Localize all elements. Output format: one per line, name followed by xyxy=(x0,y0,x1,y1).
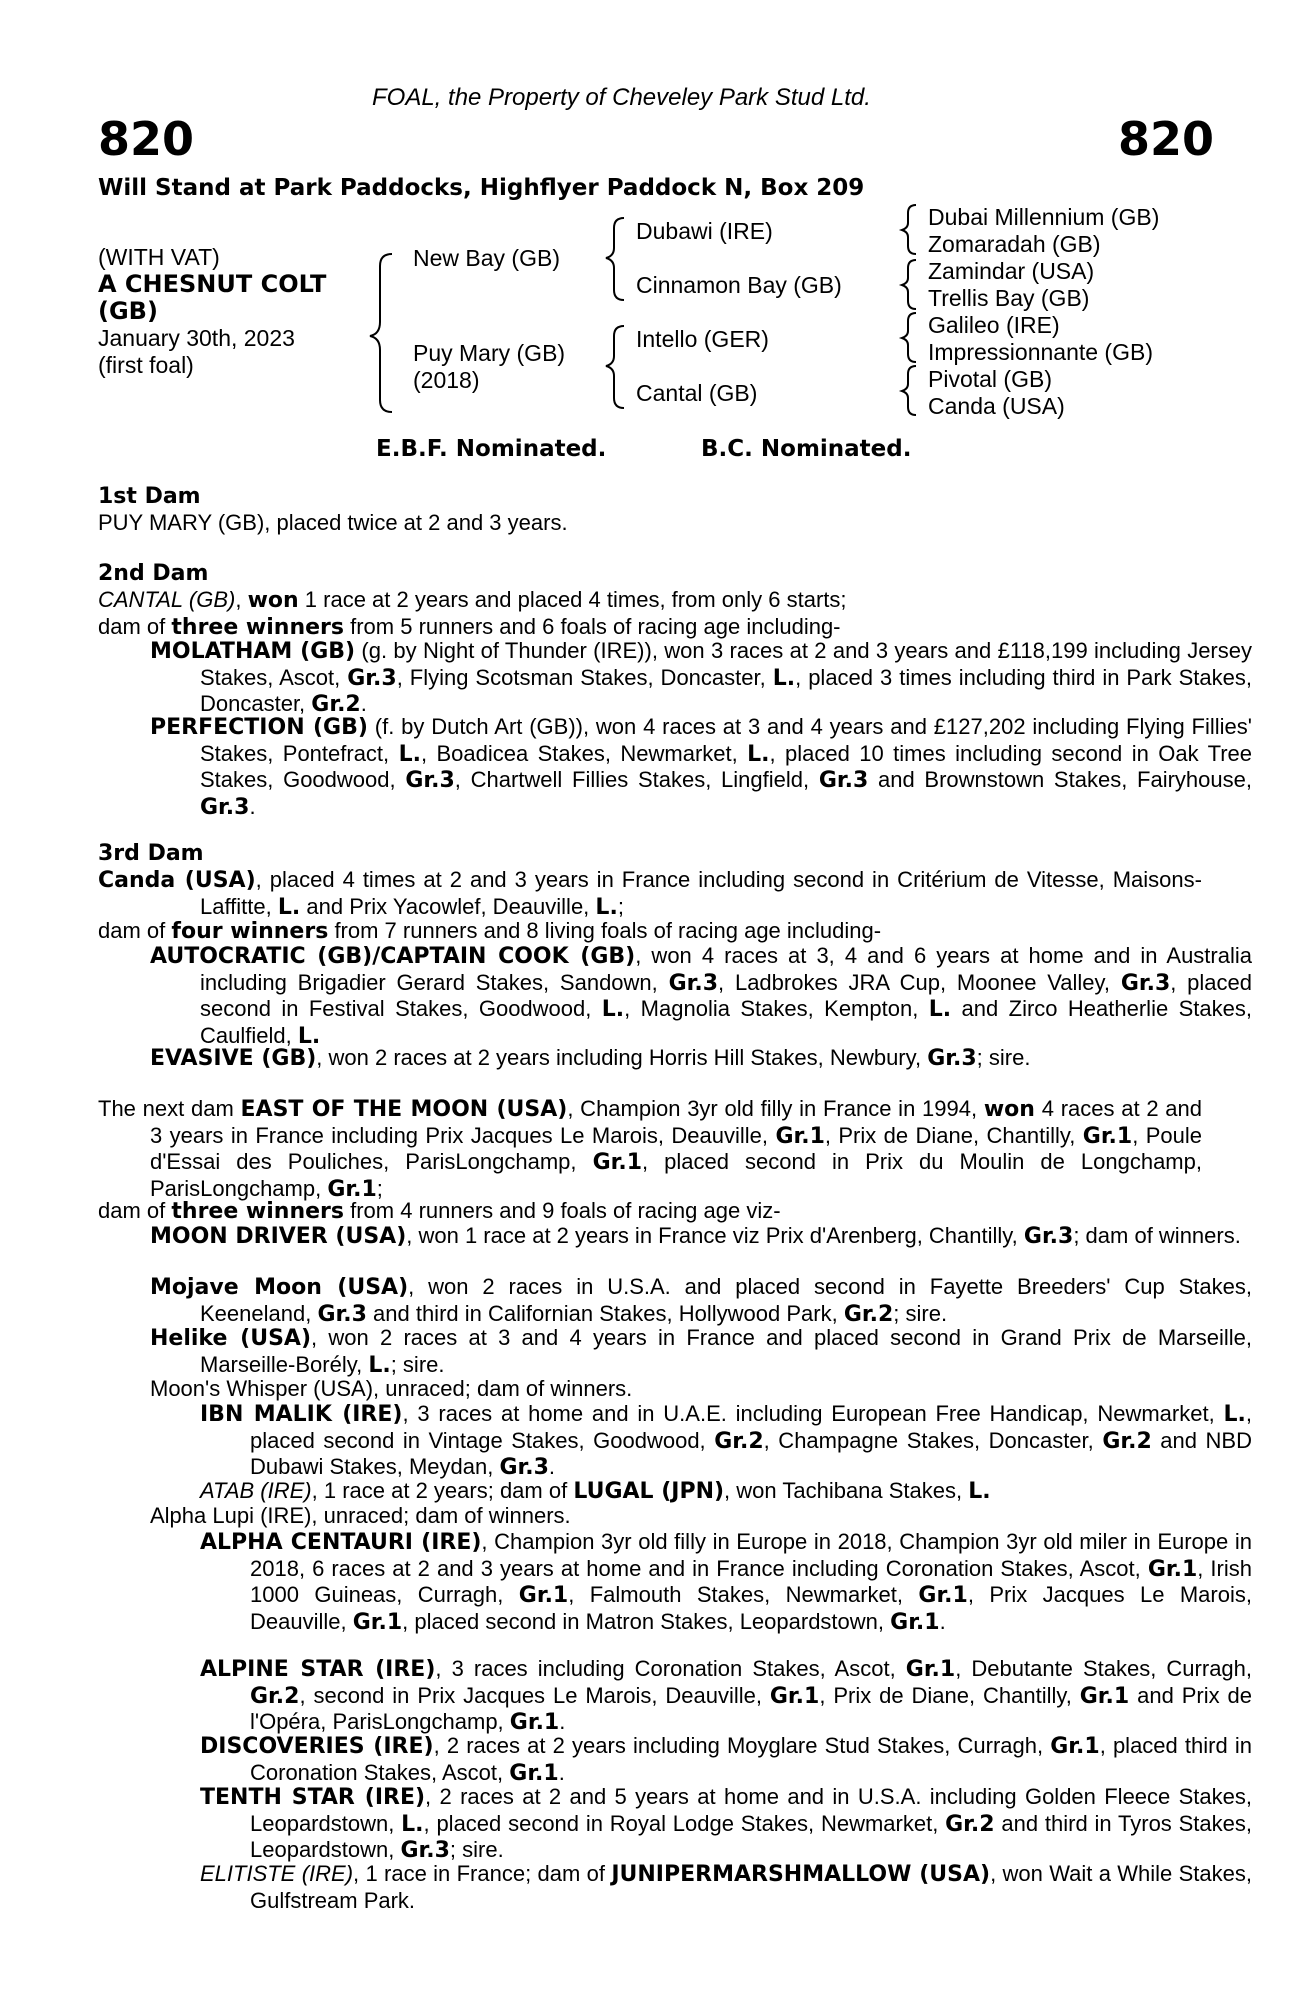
dam-dam-dam: Canda (USA) xyxy=(928,393,1065,419)
alpine-star-entry: ALPINE STAR (IRE), 3 races including Coronation Stakes, Ascot, Gr.1, Debutante Stakes, Curragh, Gr.2, second in Prix Jacques Le Marois, Deauville, Gr.1, Prix de Diane, Chantilly, Gr.1 and Prix de l'Opéra, ParisLongchamp, Gr.1. xyxy=(200,1656,1253,1735)
property-line: FOAL, the Property of Cheveley Park Stud Ltd. xyxy=(372,84,871,111)
sire-dam: Cinnamon Bay (GB) xyxy=(636,272,842,298)
lot-number-left: 820 xyxy=(98,112,195,166)
sire-sire: Dubawi (IRE) xyxy=(636,218,773,244)
alpha-lupi-entry: Alpha Lupi (IRE), unraced; dam of winners. xyxy=(150,1503,571,1528)
foal-note: (first foal) xyxy=(98,352,194,378)
helike-entry: Helike (USA), won 2 races at 3 and 4 years in France and placed second in Grand Prix de Marseille, Marseille-Borély, L.; sire. xyxy=(150,1325,1252,1378)
first-dam-text: PUY MARY (GB), placed twice at 2 and 3 years. xyxy=(98,510,568,535)
dam-year: (2018) xyxy=(413,367,480,393)
vat-note: (WITH VAT) xyxy=(98,244,220,270)
dam-dam-sire: Pivotal (GB) xyxy=(928,366,1052,392)
dam: Puy Mary (GB) xyxy=(413,340,566,366)
canda-entry: Canda (USA), placed 4 times at 2 and 3 years in France including second in Critérium de Vitesse, Maisons-Laffitte, L. and Prix Yacowlef, Deauville, L.; xyxy=(98,867,1202,920)
third-dam-heading: 3rd Dam xyxy=(98,841,204,866)
first-dam-heading: 1st Dam xyxy=(98,484,201,509)
date-of-birth: January 30th, 2023 xyxy=(98,325,295,351)
dam-sire-dam: Impressionnante (GB) xyxy=(928,339,1153,365)
canda-dam-of: dam of four winners from 7 runners and 8 living foals of racing age including- xyxy=(98,918,882,944)
ebf-nomination: E.B.F. Nominated. xyxy=(376,436,607,462)
atab-entry: ATAB (IRE), 1 race at 2 years; dam of LUGAL (JPN), won Tachibana Stakes, L. xyxy=(200,1478,991,1504)
mojave-moon-entry: Mojave Moon (USA), won 2 races in U.S.A. and placed second in Fayette Breeders' Cup Stakes, Keeneland, Gr.3 and third in Californian Stakes, Hollywood Park, Gr.2; sire. xyxy=(150,1274,1252,1327)
evasive-entry: EVASIVE (GB), won 2 races at 2 years including Horris Hill Stakes, Newbury, Gr.3; sire. xyxy=(150,1045,1031,1071)
lot-number-right: 820 xyxy=(1118,112,1215,166)
subject-country: (GB) xyxy=(98,297,158,325)
sire-sire-dam: Zomaradah (GB) xyxy=(928,231,1101,257)
dam-sire-sire: Galileo (IRE) xyxy=(928,312,1060,338)
moons-whisper-entry: Moon's Whisper (USA), unraced; dam of winners. xyxy=(150,1376,633,1401)
cantal-entry: CANTAL (GB), won 1 race at 2 years and placed 4 times, from only 6 starts; dam of three winners from 5 runners and 6 foals of racing age including- xyxy=(98,587,847,640)
perfection-entry: PERFECTION (GB) (f. by Dutch Art (GB)), won 4 races at 3 and 4 years and £127,202 including Flying Fillies' Stakes, Pontefract, L., Boadicea Stakes, Newmarket, L., placed 10 times including second in Oak Tree Stakes, Goodwood, Gr.3, Chartwell Fillies Stakes, Lingfield, Gr.3 and Brownstown Stakes, Fairyhouse, Gr.3. xyxy=(150,714,1252,820)
molatham-entry: MOLATHAM (GB) (g. by Night of Thunder (IRE)), won 3 races at 2 and 3 years and £118,199 including Jersey Stakes, Ascot, Gr.3, Flying Scotsman Stakes, Doncaster, L., placed 3 times including third in Park Stakes, Doncaster, Gr.2. xyxy=(150,638,1252,717)
autocratic-entry: AUTOCRATIC (GB)/CAPTAIN COOK (GB), won 4 races at 3, 4 and 6 years at home and in Australia including Brigadier Gerard Stakes, Sandown, Gr.3, Ladbrokes JRA Cup, Moonee Valley, Gr.3, placed second in Festival Stakes, Goodwood, L., Magnolia Stakes, Kempton, L. and Zirco Heatherlie Stakes, Caulfield, L. xyxy=(150,943,1252,1049)
discoveries-entry: DISCOVERIES (IRE), 2 races at 2 years including Moyglare Stud Stakes, Curragh, Gr.1, placed third in Coronation Stakes, Ascot, Gr.1. xyxy=(200,1733,1252,1786)
tenth-star-entry: TENTH STAR (IRE), 2 races at 2 and 5 years at home and in U.S.A. including Golden Fleece Stakes, Leopardstown, L., placed second in Royal Lodge Stakes, Newmarket, Gr.2 and third in Tyros Stakes, Leopardstown, Gr.3; sire. xyxy=(200,1784,1252,1863)
ibn-malik-entry: IBN MALIK (IRE), 3 races at home and in U.A.E. including European Free Handicap, Newmarket, L., placed second in Vintage Stakes, Goodwood, Gr.2, Champagne Stakes, Doncaster, Gr.2 and NBD Dubawi Stakes, Meydan, Gr.3. xyxy=(200,1401,1253,1480)
bc-nomination: B.C. Nominated. xyxy=(701,436,912,462)
sire-sire-sire: Dubai Millennium (GB) xyxy=(928,204,1160,230)
sire: New Bay (GB) xyxy=(413,245,560,271)
east-of-the-moon-entry: The next dam EAST OF THE MOON (USA), Champion 3yr old filly in France in 1994, won 4 races at 2 and 3 years in France including Prix Jacques Le Marois, Deauville, Gr.1, Prix de Diane, Chantilly, Gr.1, Poule d'Essai des Pouliches, ParisLongchamp, Gr.1, placed second in Prix du Moulin de Longchamp, ParisLongchamp, Gr.1; xyxy=(98,1096,1202,1202)
dam-sire: Intello (GER) xyxy=(636,326,769,352)
alpha-centauri-entry: ALPHA CENTAURI (IRE), Champion 3yr old filly in Europe in 2018, Champion 3yr old miler in Europe in 2018, 6 races at 2 and 3 years at home and in France including Coronation Stakes, Ascot, Gr.1, Irish 1000 Guineas, Curragh, Gr.1, Falmouth Stakes, Newmarket, Gr.1, Prix Jacques Le Marois, Deauville, Gr.1, placed second in Matron Stakes, Leopardstown, Gr.1. xyxy=(200,1529,1252,1635)
second-dam-heading: 2nd Dam xyxy=(98,561,209,586)
east-of-the-moon-dam-of: dam of three winners from 4 runners and 9 foals of racing age viz- xyxy=(98,1198,781,1224)
dam-dam: Cantal (GB) xyxy=(636,380,758,406)
sire-dam-dam: Trellis Bay (GB) xyxy=(928,285,1090,311)
moon-driver-entry: MOON DRIVER (USA), won 1 race at 2 years in France viz Prix d'Arenberg, Chantilly, Gr.3; dam of winners. xyxy=(150,1223,1241,1249)
elitiste-entry: ELITISTE (IRE), 1 race in France; dam of JUNIPERMARSHMALLOW (USA), won Wait a While Stakes, Gulfstream Park. xyxy=(200,1861,1252,1913)
stand-location: Will Stand at Park Paddocks, Highflyer Paddock N, Box 209 xyxy=(98,175,865,201)
sire-dam-sire: Zamindar (USA) xyxy=(928,258,1095,284)
subject-name: A CHESNUT COLT xyxy=(98,270,327,298)
